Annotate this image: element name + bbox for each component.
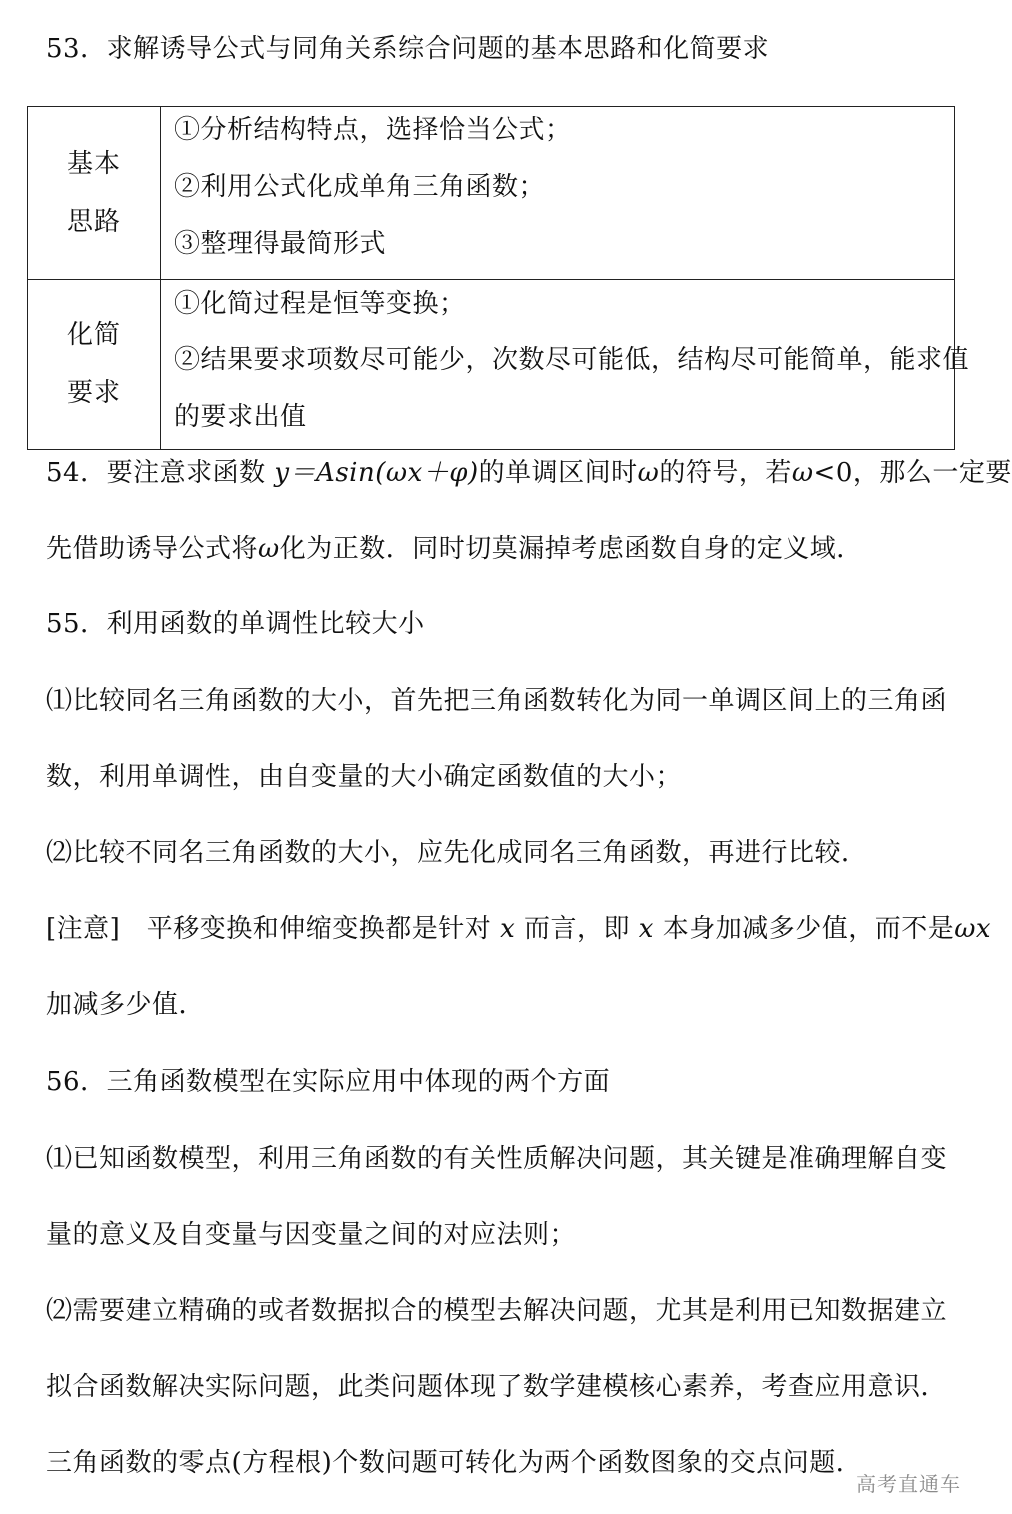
text-run: 的符号，若 xyxy=(659,458,792,488)
row-header-line: 思路 xyxy=(66,207,121,237)
text-run: [注意] 平移变换和伸缩变换都是针对 xyxy=(46,914,501,944)
section-54-line2 xyxy=(46,534,863,564)
x-symbol: x xyxy=(500,914,516,944)
list-item: ③整理得最简形式 xyxy=(174,229,387,259)
section-55-item1-line1: ⑴比较同名三角函数的大小，首先把三角函数转化为同一单调区间上的三角函 xyxy=(46,686,948,716)
text-run: <0，那么一定要 xyxy=(813,458,1012,488)
section-56-item2-line1: ⑵需要建立精确的或者数据拟合的模型去解决问题，尤其是利用已知数据建立 xyxy=(46,1296,948,1326)
list-item: ①化简过程是恒等变换； xyxy=(174,289,466,319)
list-item: ②利用公式化成单角三角函数； xyxy=(174,172,546,202)
note-line1 xyxy=(46,914,991,944)
omega-symbol: ω xyxy=(258,534,280,564)
row-header-simplify-requirements xyxy=(28,279,161,449)
text-run: 化为正数．同时切莫漏掉考虑函数自身的定义域． xyxy=(279,534,863,564)
watermark: 高考直通车 xyxy=(856,1472,961,1496)
section-56-item2-line2: 拟合函数解决实际问题，此类问题体现了数学建模核心素养，考查应用意识． xyxy=(46,1372,948,1402)
section-55-item2: ⑵比较不同名三角函数的大小，应先化成同名三角函数，再进行比较． xyxy=(46,838,868,868)
closing-line: 三角函数的零点(方程根)个数问题可转化为两个函数图象的交点问题． xyxy=(46,1448,863,1478)
row-header-line: 要求 xyxy=(66,378,121,408)
list-item: ②结果要求项数尽可能少，次数尽可能低，结构尽可能简单，能求值 xyxy=(174,345,970,375)
section-55-item1-line2: 数，利用单调性，由自变量的大小确定函数值的大小； xyxy=(46,762,683,792)
text-run: 先借助诱导公式将 xyxy=(46,534,259,564)
row-header-line: 化简 xyxy=(66,320,121,350)
row-header-line: 基本 xyxy=(66,149,121,179)
omega-symbol: ω xyxy=(637,458,660,488)
section-56-item1-line1: ⑴已知函数模型，利用三角函数的有关性质解决问题，其关键是准确理解自变 xyxy=(46,1144,948,1174)
x-symbol: x xyxy=(638,914,654,944)
table-row-basic-approach xyxy=(28,107,954,280)
text-run: 的单调区间时 xyxy=(478,458,638,488)
text-run: 本身加减多少值，而不是 xyxy=(653,914,955,944)
section-54-line1 xyxy=(46,458,1012,488)
section-56-item1-line2: 量的意义及自变量与因变量之间的对应法则； xyxy=(46,1220,577,1250)
formula-table xyxy=(27,106,970,450)
row-header-basic-approach xyxy=(28,107,161,279)
table-row-simplify-requirements xyxy=(28,279,970,449)
omega-x-symbol: ωx xyxy=(954,914,992,944)
text-run: 54．要注意求函数 xyxy=(46,458,275,488)
section-56-heading: 56．三角函数模型在实际应用中体现的两个方面 xyxy=(46,1067,611,1097)
list-item: ①分析结构特点，选择恰当公式； xyxy=(174,115,572,145)
text-run: 而言，即 xyxy=(515,914,639,944)
formula: y＝Asin(ωx＋φ) xyxy=(274,458,479,488)
section-53-heading: 53．求解诱导公式与同角关系综合问题的基本思路和化简要求 xyxy=(46,34,770,64)
note-line2: 加减多少值． xyxy=(46,990,206,1020)
omega-symbol: ω xyxy=(791,458,814,488)
list-item: 的要求出值 xyxy=(174,402,307,432)
section-55-heading: 55．利用函数的单调性比较大小 xyxy=(46,609,425,639)
